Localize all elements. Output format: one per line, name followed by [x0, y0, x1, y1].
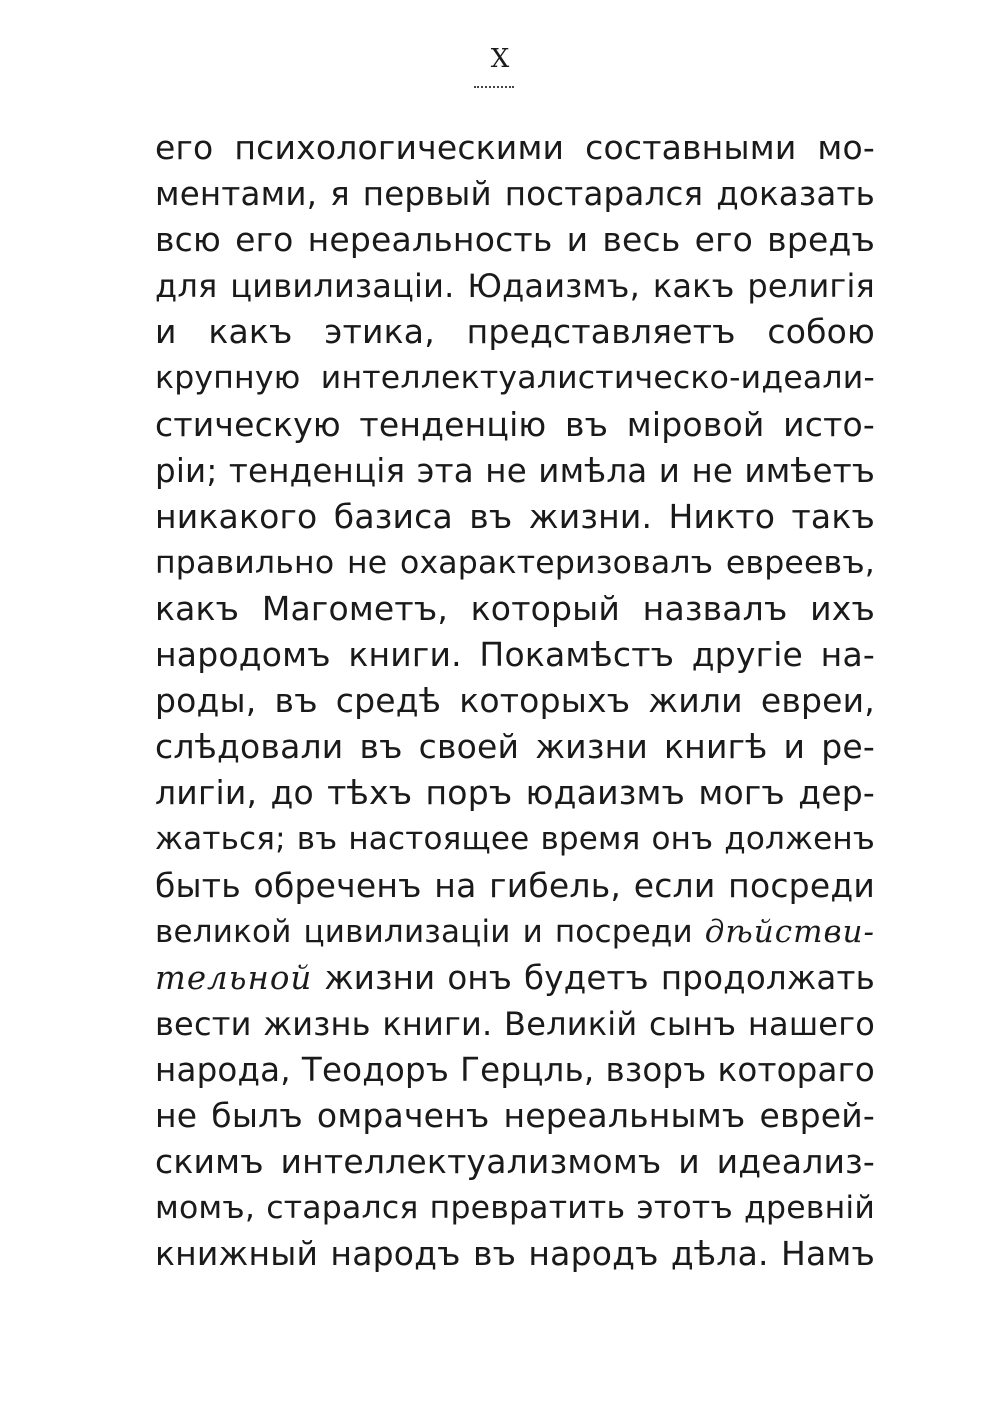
text-line: книжный народъ въ народъ дѣла. Намъ	[155, 1234, 875, 1274]
text-line: скимъ интеллектуализмомъ и идеализ-	[155, 1142, 875, 1182]
text-line: ментами, я первый постарался доказать	[155, 175, 875, 214]
text-line: народа, Теодоръ Герцль, взоръ котораго	[155, 1050, 875, 1089]
text-line: и какъ этика, представляетъ собою	[155, 312, 875, 352]
text-line: всю его нереальность и весь его вредъ	[155, 220, 875, 260]
text-line: жаться; въ настоящее время онъ долженъ	[155, 821, 875, 858]
text-line: правильно не охарактеризовалъ евреевъ,	[155, 544, 875, 581]
text-line: момъ, старался превратить этотъ древній	[155, 1190, 875, 1227]
text-line: крупную интеллектуалистическо-идеали-	[155, 360, 875, 397]
text-line: слѣдовали въ своей жизни книгѣ и ре-	[155, 727, 875, 767]
page-number: X	[490, 44, 510, 74]
text-segment: жизни онъ будетъ продолжать	[312, 958, 875, 997]
italic-text: тельной	[155, 958, 313, 997]
text-line	[155, 955, 875, 1001]
text-line: быть обреченъ на гибель, если посреди	[155, 865, 875, 905]
text-line: роды, въ средѣ которыхъ жили евреи,	[155, 681, 875, 721]
text-line	[155, 909, 875, 955]
text-line: лигіи, до тѣхъ поръ юдаизмъ могъ дер-	[155, 773, 875, 813]
text-line: народомъ книги. Покамѣстъ другіе на-	[155, 635, 875, 675]
text-line: ріи; тенденція эта не имѣла и не имѣетъ	[155, 451, 875, 490]
text-line: вести жизнь книги. Великій сынъ нашего	[155, 1004, 875, 1043]
body-text	[155, 125, 875, 1277]
italic-text: дѣйстви-	[704, 913, 875, 950]
text-line: стическую тенденцію въ міровой исто-	[155, 404, 875, 444]
header-rule	[474, 86, 514, 88]
text-line: какъ Магометъ, который назвалъ ихъ	[155, 588, 875, 628]
text-segment: великой цивилизаціи и посреди	[155, 913, 705, 950]
text-line: никакого базиса въ жизни. Никто такъ	[155, 496, 875, 536]
text-line: для цивилизаціи. Юдаизмъ, какъ религія	[155, 267, 875, 306]
text-line: не былъ омраченъ нереальнымъ еврей-	[155, 1095, 875, 1135]
text-line: его психологическими составными мо-	[155, 128, 875, 167]
